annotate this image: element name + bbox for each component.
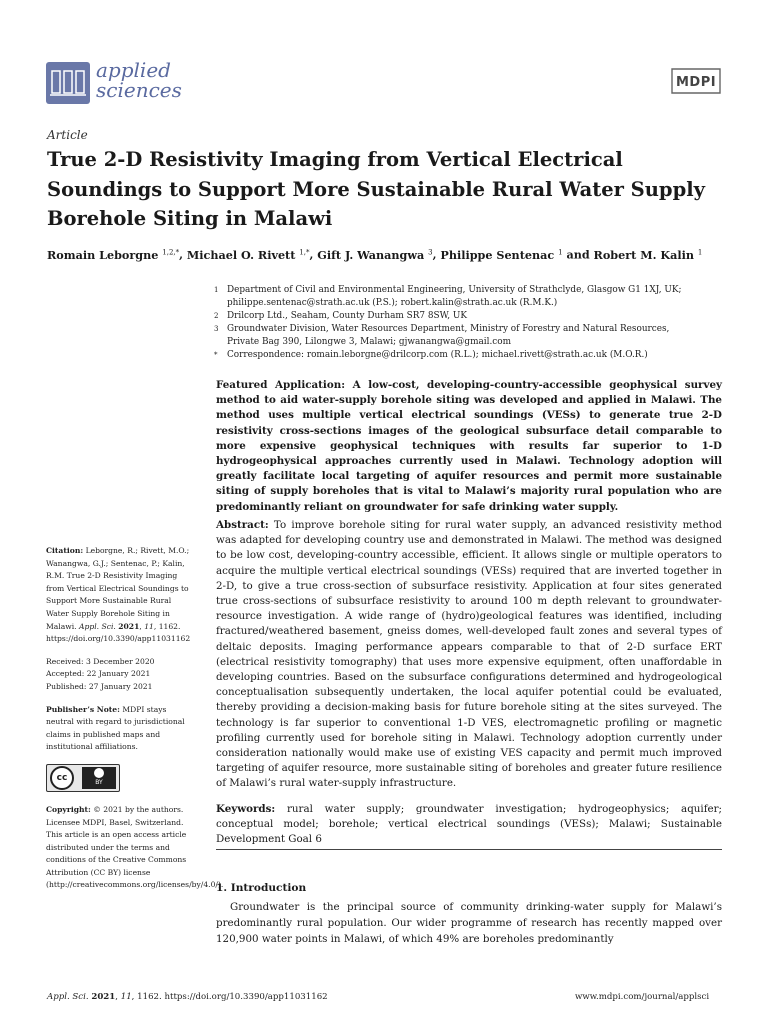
cc-icon: cc xyxy=(50,766,74,790)
keywords-text: rural water supply; groundwater investigation; hydrogeophysics; aquifer; conceptual model; borehole; vertical electrical soundings (VESs); Malawi; Sustainable Development Goal 6 xyxy=(216,803,723,846)
footer-year: 2021 xyxy=(91,992,116,1002)
affiliation-text: Private Bag 390, Lilongwe 3, Malawi; gjwanangwa@gmail.com xyxy=(227,337,512,347)
section-divider xyxy=(216,849,722,850)
footer-citation: Appl. Sci. 2021, 11, 1162. https://doi.org/10.3390/app11031162 xyxy=(47,992,328,1002)
article-type: Article xyxy=(47,128,88,142)
received-date: Received: 3 December 2020 xyxy=(46,656,155,666)
affiliation-row xyxy=(214,310,734,323)
citation-year: 2021 xyxy=(118,621,140,631)
footer-doi[interactable]: , 1162. https://doi.org/10.3390/app11031162 xyxy=(131,992,328,1002)
abstract xyxy=(216,518,722,792)
dates-block xyxy=(46,656,196,694)
affiliation-mark: 1 xyxy=(214,286,219,294)
affiliation-text: Correspondence: romain.leborgne@drilcorp.com (R.L.); michael.rivett@strath.ac.uk (M.O.R.) xyxy=(227,350,648,360)
cc-by-license-badge[interactable] xyxy=(46,764,120,792)
affiliation-text: Drilcorp Ltd., Seaham, County Durham SR7 8SW, UK xyxy=(227,311,467,321)
keywords xyxy=(216,802,722,848)
article-title: True 2-D Resistivity Imaging from Vertical Electrical Soundings to Support More Sustainable Rural Water Supply Borehole Siting in Malawi xyxy=(47,148,705,230)
person-icon xyxy=(94,768,104,778)
publisher-name: MDPI xyxy=(676,75,717,90)
journal-logo[interactable] xyxy=(46,60,186,108)
by-label: BY xyxy=(95,778,103,786)
featured-application: Featured Application: A low-cost, developing-country-accessible geophysical survey method to aid water-supply borehole siting was developed and applied in Malawi. The method uses multiple vertical electrical soundings (VESs) to generate true 2-D resistivity cross-sections images of the geological subsurface detail comparable to more expensive geophysical techniques with results far superior to 1-D hydrogeophysical approaches currently used in Malawi. Technology adoption will greatly facilitate local targeting of aquifer resources and permit more sustainable siting of supply boreholes that is vital to Malawi’s majority rural population who are predominantly reliant on groundwater for safe drinking water supply. xyxy=(216,379,722,513)
author-name[interactable]: Gift J. Wanangwa $^3$ xyxy=(317,247,433,262)
affiliation-mark: 2 xyxy=(214,312,219,320)
publisher-note-label: Publisher’s Note: xyxy=(46,704,120,714)
journal-name-line1: applied xyxy=(96,58,171,82)
affiliation-mark: * xyxy=(214,351,218,359)
keywords-label: Keywords: xyxy=(216,803,276,815)
citation-label: Citation: xyxy=(46,546,84,555)
author-name[interactable]: Romain Leborgne $^{1,2,*}$ xyxy=(47,247,180,262)
by-icon xyxy=(82,767,116,789)
affiliation-mark xyxy=(214,336,227,349)
affiliation-mark: 3 xyxy=(214,325,219,333)
journal-name xyxy=(96,60,182,100)
author-affiliation-mark: 1 xyxy=(558,248,563,256)
affiliation-text: Department of Civil and Environmental Engineering, University of Strathclyde, Glasgow G1 1XJ, UK; xyxy=(227,285,682,295)
affiliation-text: Groundwater Division, Water Resources Department, Ministry of Forestry and Natural Resources, xyxy=(227,324,670,334)
footer-volume: 11 xyxy=(120,992,132,1002)
affiliation-text: philippe.sentenac@strath.ac.uk (P.S.); robert.kalin@strath.ac.uk (R.M.K.) xyxy=(227,298,558,308)
citation-doi-link[interactable]: https://doi.org/10.3390/app11031162 xyxy=(46,634,191,644)
author-name[interactable]: Michael O. Rivett $^{1,*}$ xyxy=(186,247,310,262)
affiliations xyxy=(214,284,734,362)
publisher-logo[interactable] xyxy=(666,66,726,96)
published-date: Published: 27 January 2021 xyxy=(46,681,153,691)
accepted-date: Accepted: 22 January 2021 xyxy=(46,669,151,679)
affiliation-row xyxy=(214,336,734,349)
affiliation-row xyxy=(214,323,734,336)
publisher-note xyxy=(46,704,196,754)
citation-page: 1162. xyxy=(158,621,181,631)
publisher-note-text: MDPI stays neutral with regard to jurisdictional claims in published maps and institutional affiliations. xyxy=(46,704,185,752)
affiliation-mark xyxy=(214,297,227,310)
copyright-text: © 2021 by the authors. Licensee MDPI, Basel, Switzerland. This article is an open access article distributed under the terms and conditions of the Creative Commons Attribution (CC BY) license (http://creativecommons.org/licenses/by/4.0/). xyxy=(46,804,224,890)
author-affiliation-mark: 1,* xyxy=(299,248,310,256)
author-affiliation-mark: 1 xyxy=(697,248,703,256)
footer-journal-url[interactable]: www.mdpi.com/journal/applsci xyxy=(575,992,710,1002)
affiliation-row xyxy=(214,284,734,297)
affiliation-row xyxy=(214,349,734,362)
author-affiliation-mark: 3 xyxy=(428,248,433,256)
citation-volume: 11 xyxy=(144,621,154,631)
section-body: Groundwater is the principal source of community drinking-water supply for Malawi’s predominantly rural population. Our wider programme of research has recently mapped over 120,900 water points in Malawi, of which 49% are boreholes predominantly xyxy=(216,901,722,945)
author-affiliation-mark: 1,2,* xyxy=(162,248,180,256)
footer-journal: Appl. Sci. xyxy=(47,992,89,1002)
citation-text: Leborgne, R.; Rivett, M.O.; Wanangwa, G.J.; Sentenac, P.; Kalin, R.M. True 2-D Resistivity Imaging from Vertical Electrical Soundings to Support More Sustainable Rural Water Supply Borehole Siting in Malawi. xyxy=(46,546,190,631)
abstract-text: To improve borehole siting for rural water supply, an advanced resistivity method was adapted for developing country use and demonstrated in Malawi. The method was designed to be low cost, developing-country accessible, efficient. It allows single or multiple operators to acquire the multiple vertical electrical soundings (VESs) required that are inverted together in 2-D, to give a true cross-section of subsurface resistivity. Application at four sites generated true cross-sections of subsurface resistivity to around 100 m depth relevant to groundwater-resource investigation. A wide range of (hydro)geological features was identified, including fractured/weathered basement, gneiss domes, well-developed fault zones and several types of deltaic deposits. Imaging performance appears comparable to that of 2-D surface ERT (electrical resistivity tomography) that uses more expensive equipment, often unaffordable in developing countries. Based on the subsurface configurations determined and hydrogeological conceptualisation subsequently undertaken, the local aquifer potential could be evaluated, thereby providing a decision-making basis for future borehole siting at the sites surveyed. The technology is far superior to conventional 1-D VES, electromagnetic profiling or magnetic profiling currently used for borehole siting in Malawi. Technology adoption currently under consideration nationally would make use of existing VES capacity and permit much improved targeting of aquifer resource, more sustainable siting of boreholes and greater future resilience of Malawi’s rural water-supply infrastructure. xyxy=(216,519,722,790)
journal-logo-icon xyxy=(46,62,90,104)
copyright-block xyxy=(46,804,224,892)
affiliation-row xyxy=(214,297,734,310)
section-heading: 1. Introduction xyxy=(216,882,307,894)
author-name[interactable]: Philippe Sentenac $^1$ xyxy=(440,247,563,262)
author-list: Romain Leborgne $^{1,2,*}$, Michael O. Rivett $^{1,*}$, Gift J. Wanangwa $^3$, Philippe Sentenac $^1$ and Robert M. Kalin $^1$ xyxy=(47,247,703,262)
abstract-label: Abstract: xyxy=(216,519,269,531)
citation-block: Citation: Leborgne, R.; Rivett, M.O.; Wanangwa, G.J.; Sentenac, P.; Kalin, R.M. True 2-D Resistivity Imaging from Vertical Electrical Soundings to Support More Sustainable Rural Water Supply Borehole Siting in Malawi. Appl. Sci. 2021, 11, 1162. https://doi.org/10.3390/app11031162 xyxy=(46,546,191,644)
author-name[interactable]: Robert M. Kalin $^1$ xyxy=(593,247,703,262)
sidebar xyxy=(46,545,224,902)
citation-journal: Appl. Sci. xyxy=(79,621,116,631)
copyright-label: Copyright: xyxy=(46,804,91,814)
journal-name-line2: sciences xyxy=(96,78,182,102)
